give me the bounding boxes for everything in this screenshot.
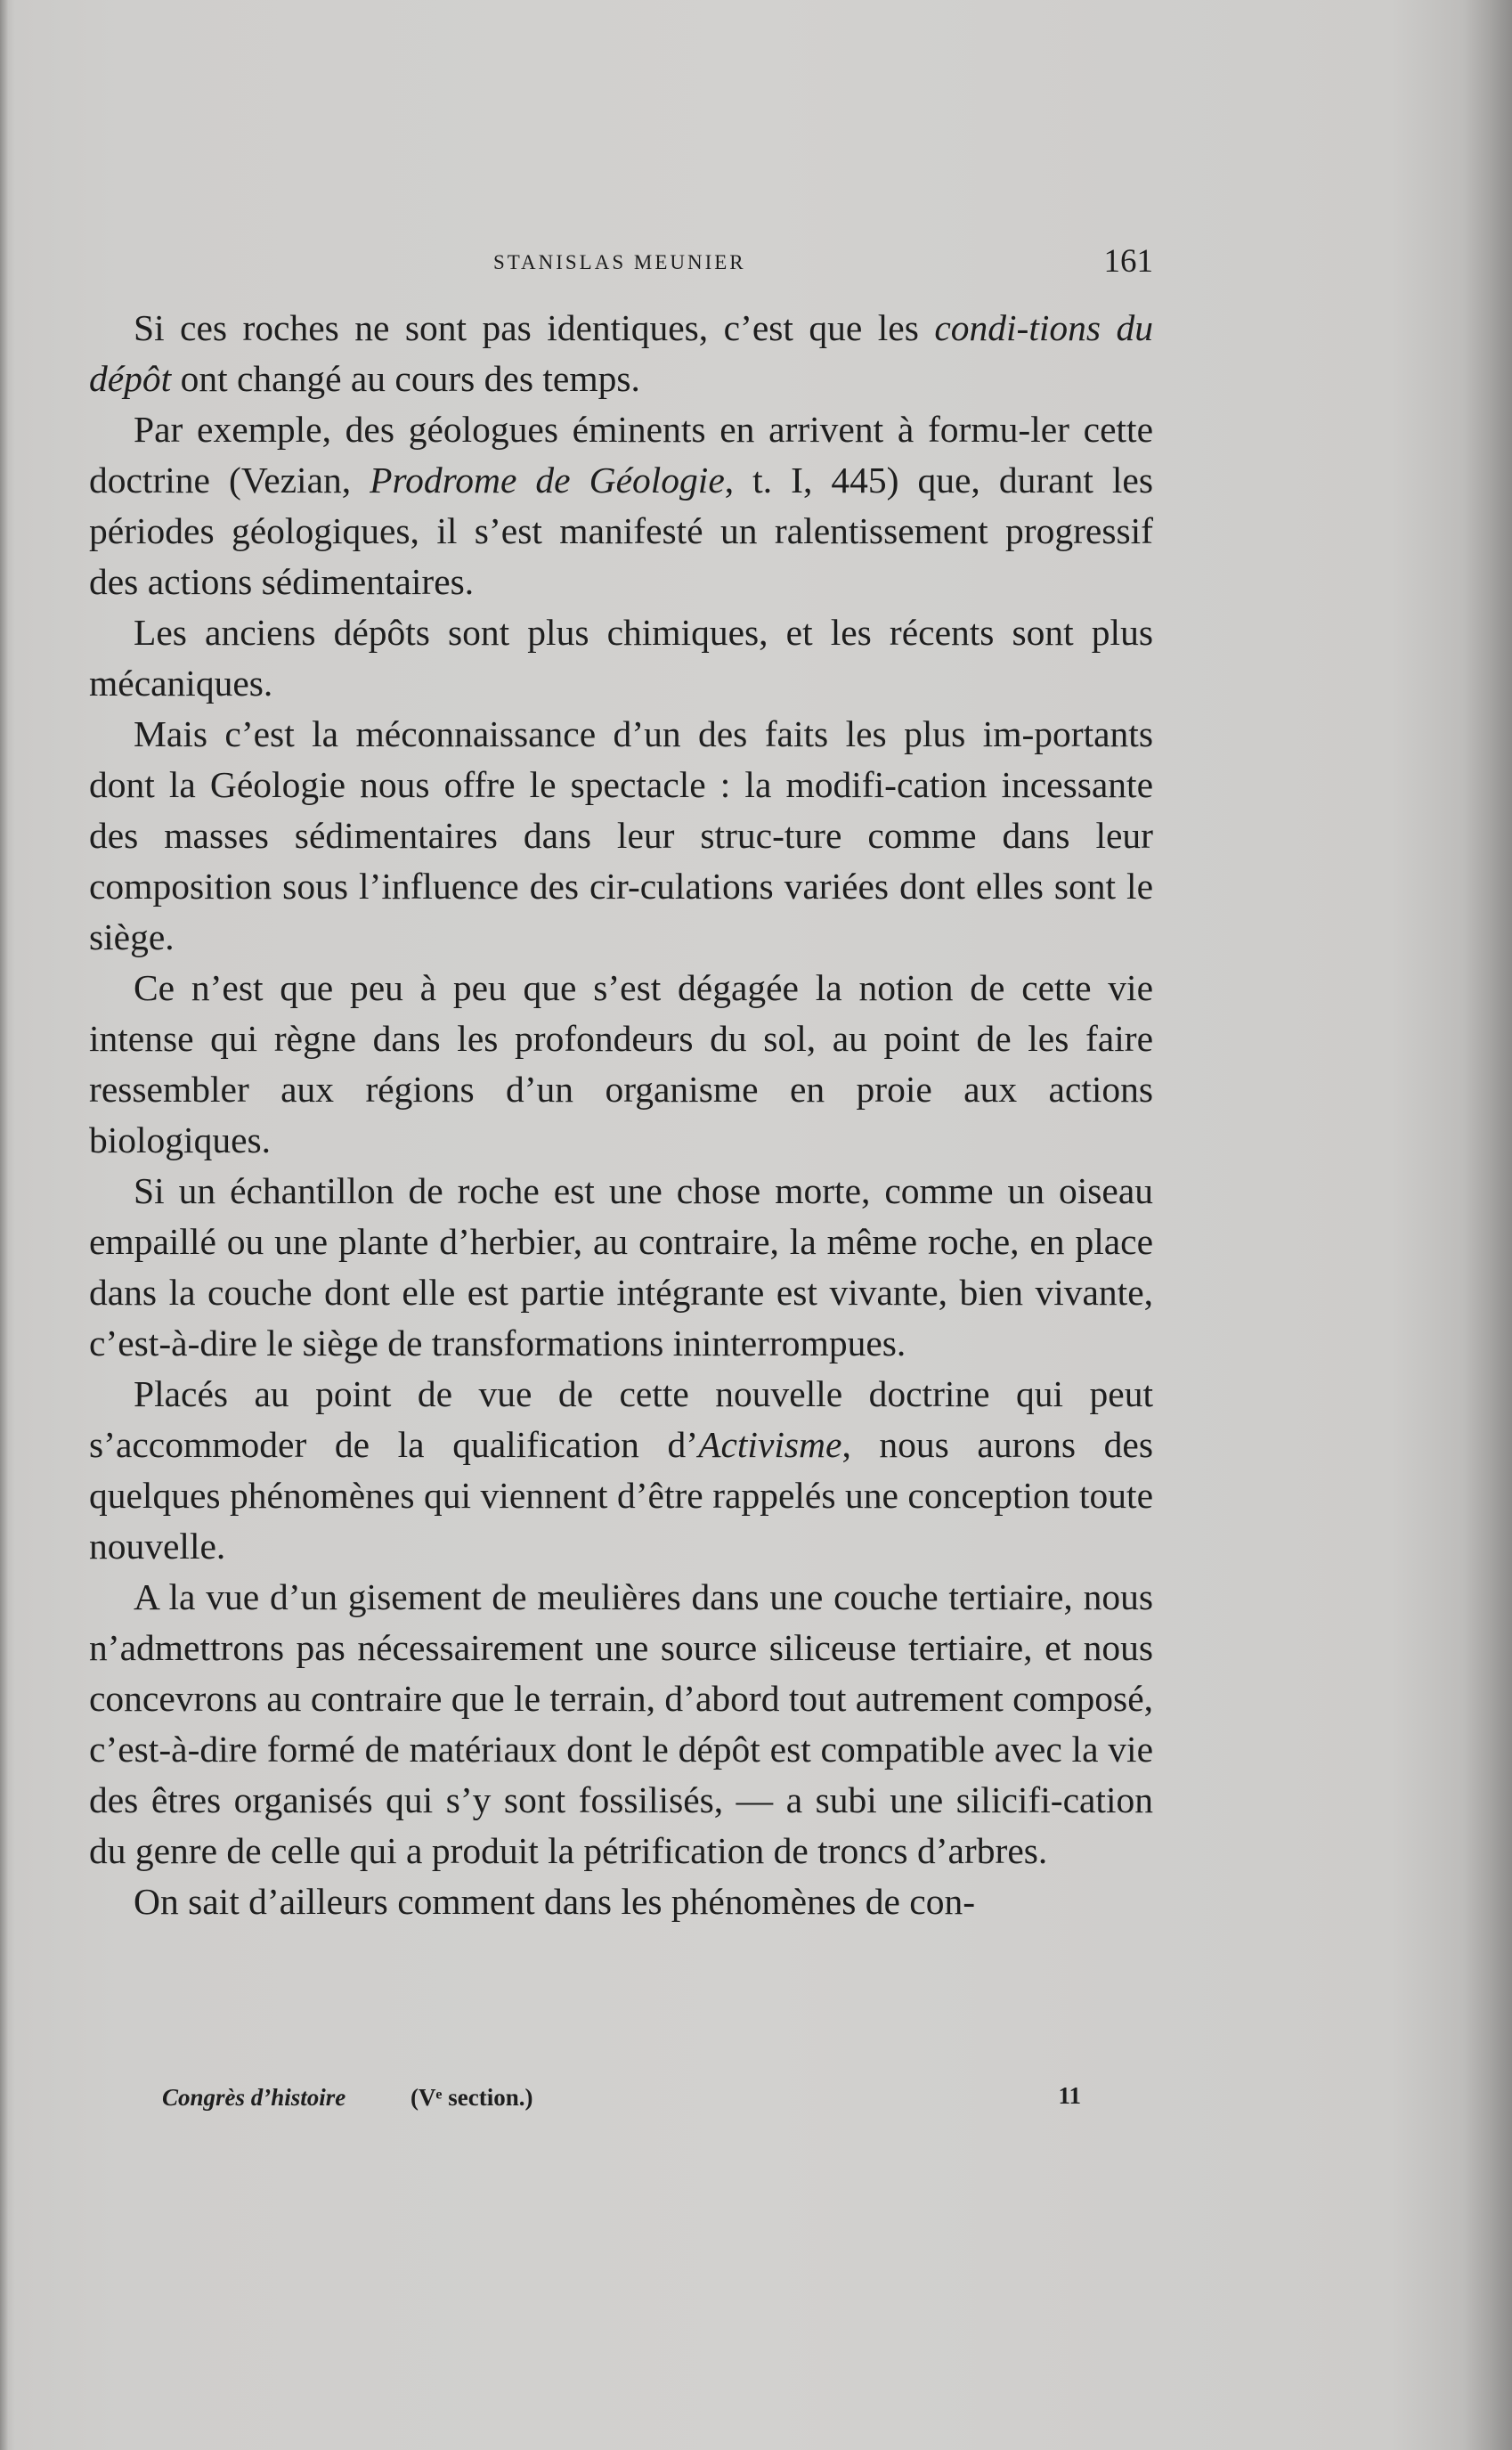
italic-title: Prodrome de Géologie [370,460,725,501]
paragraph: Ce n’est que peu à peu que s’est dégagée la notion de cette vie intense qui règne dans les profondeurs du sol, au point de les faire ressembler aux régions d’un organisme en proie aux actions biologiques. [89,967,1153,1160]
paragraph: Les anciens dépôts sont plus chimiques, et les récents sont plus mécaniques. [89,612,1153,704]
paragraph: A la vue d’un gisement de meulières dans une couche tertiaire, nous n’admettrons pas nécessairement une source siliceuse tertiaire, et nous concevrons au contraire que le terrain, d’abord tout autrement composé, c’est-à-dire formé de matériaux dont le dépôt est compatible avec la vie des êtres organisés qui s’y sont fossilisés, — a subi une silicifi-cation du genre de celle qui a produit la pétrification de troncs d’arbres. [89,1576,1153,1871]
page-left-edge [0,0,9,2450]
signature-mark: 11 [1058,2082,1081,2109]
paragraph: Mais c’est la méconnaissance d’un des faits les plus im-portants dont la Géologie nous offre le spectacle : la modifi-cation incessante des masses sédimentaires dans leur struc-ture comme dans leur composition sous l’influence des cir-culations variées dont elles sont le siège. [89,713,1153,957]
page-footer [162,2084,1088,2120]
paragraph: Par exemple, des géologues éminents en arrivent à formu-ler cette doctrine (Vezian, Prodrome de Géologie, t. I, 445) que, durant les périodes géologiques, il s’est manifesté un ralentissement progressif des actions sédimentaires. [89,409,1153,602]
body-text [89,303,1153,1927]
paragraph: Si ces roches ne sont pas identiques, c’est que les condi-tions du dépôt ont changé au cours des temps. [89,307,1153,399]
page-number: 161 [1103,243,1153,280]
footer-title: Congrès d’histoire [162,2084,346,2111]
paragraph: On sait d’ailleurs comment dans les phénomènes de con- [134,1881,976,1922]
page-header [89,243,1153,292]
page-gutter-shadow [1462,0,1512,2450]
italic-phrase: condi-tions du dépôt [89,307,1153,399]
paragraph: Si un échantillon de roche est une chose morte, comme un oiseau empaillé ou une plante d’herbier, au contraire, la même roche, en place dans la couche dont elle est partie intégrante est vivante, bien vivante, c’est-à-dire le siège de transformations ininterrompues. [89,1170,1153,1363]
paragraph: Placés au point de vue de cette nouvelle doctrine qui peut s’accommoder de la qualification d’Activisme, nous aurons des quelques phénomènes qui viennent d’être rappelés une conception toute nouvelle. [89,1373,1153,1567]
italic-term: Activisme [698,1424,842,1465]
footer-section: (Vᵉ section.) [411,2084,533,2111]
running-head: STANISLAS MEUNIER [493,251,746,273]
